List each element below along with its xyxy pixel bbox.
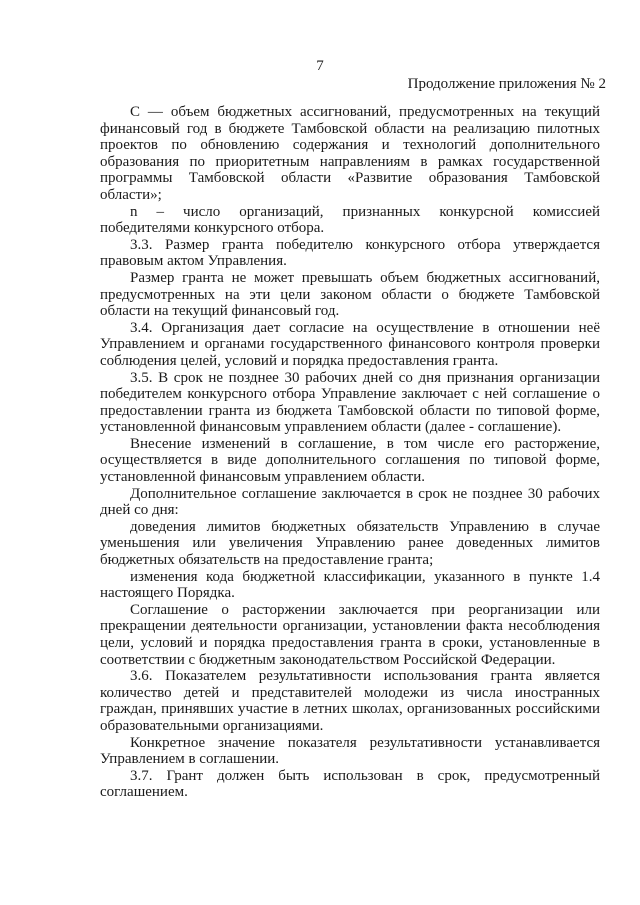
paragraph-3-4: 3.4. Организация дает согласие на осуществление в отношении неё Управлением и органами государственного финансового контроля проверки соблюдения целей, условий и порядка предоставления гранта. bbox=[100, 319, 600, 369]
paragraph-code-change: изменения кода бюджетной классификации, указанного в пункте 1.4 настоящего Порядка. bbox=[100, 568, 600, 602]
paragraph-termination: Соглашение о расторжении заключается при реорганизации или прекращении деятельности организации, установлении факта несоблюдения цели, условий и порядка предоставления гранта в сроки, установленные в соответствии с бюджетным законодательством Российской Федерации. bbox=[100, 601, 600, 668]
paragraph-n-definition: n – число организаций, признанных конкурсной комиссией победителями конкурсного отбора. bbox=[100, 203, 600, 237]
paragraph-3-7: 3.7. Грант должен быть использован в срок, предусмотренный соглашением. bbox=[100, 767, 600, 801]
paragraph-3-6: 3.6. Показателем результативности использования гранта является количество детей и представителей молодежи из числа иностранных граждан, принявших участие в летних школах, организованных российскими образовательными организациями. bbox=[100, 668, 600, 734]
paragraph-amendments: Внесение изменений в соглашение, в том числе его расторжение, осуществляется в виде дополнительного соглашения по типовой форме, установленной финансовым управлением области. bbox=[100, 435, 600, 486]
page-number: 7 bbox=[316, 58, 324, 74]
paragraph-grant-limit: Размер гранта не может превышать объем бюджетных ассигнований, предусмотренных на эти цели законом области о бюджете Тамбовской области на текущий финансовый год. bbox=[100, 269, 600, 320]
paragraph-c-definition: С — объем бюджетных ассигнований, предусмотренных на текущий финансовый год в бюджете Тамбовской области на реализацию пилотных проектов по обновлению содержания и технологий дополнительного образования по приоритетным направлениям в рамках государственной программы Тамбовской области «Развитие образования Тамбовской области»; bbox=[100, 104, 600, 203]
paragraph-additional-agreement: Дополнительное соглашение заключается в срок не позднее 30 рабочих дней со дня: bbox=[100, 485, 600, 519]
paragraph-3-5: 3.5. В срок не позднее 30 рабочих дней со дня признания организации победителем конкурсного отбора Управление заключает с ней соглашение о предоставлении гранта из бюджета Тамбовской области по типовой форме, установленной финансовым управлением области (далее - соглашение). bbox=[100, 369, 600, 436]
appendix-continuation-note: Продолжение приложения № 2 bbox=[407, 76, 606, 92]
paragraph-3-3: 3.3. Размер гранта победителю конкурсного отбора утверждается правовым актом Управления. bbox=[100, 236, 600, 270]
document-body bbox=[100, 104, 600, 801]
paragraph-indicator-value: Конкретное значение показателя результативности устанавливается Управлением в соглашении. bbox=[100, 734, 600, 768]
paragraph-limits-change: доведения лимитов бюджетных обязательств Управлению в случае уменьшения или увеличения Управлению ранее доведенных лимитов бюджетных обязательств на предоставление гранта; bbox=[100, 518, 600, 569]
